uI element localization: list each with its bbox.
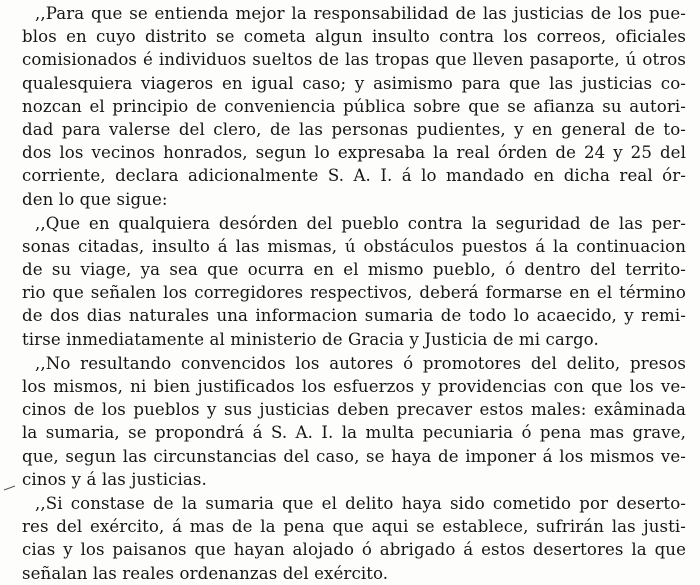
text-line: comisionados é individuos sueltos de las tropas que lleven pasaporte, ú otros <box>22 50 686 70</box>
text-line: dos los vecinos honrados, segun lo expresaba la real órden de 24 y 25 del <box>22 143 686 163</box>
text-line: res del exército, á mas de la pena que aqui se establece, sufrirán las justi- <box>22 517 686 537</box>
text-line: dad para valerse del clero, de las personas pudientes, y en general de to- <box>22 119 686 139</box>
text-line: sonas citadas, insulto á las mismas, ú obstáculos puestos á la continuacion <box>22 236 686 256</box>
text-line: corriente, declara adicionalmente S. A. I. á lo mandado en dicha real ór- <box>22 166 686 186</box>
text-line: ,,Para que se entienda mejor la responsabilidad de las justicias de los pue- <box>35 4 686 23</box>
text-line: blos en cuyo distrito se cometa algun insulto contra los correos, oficiales <box>22 27 686 47</box>
paragraph <box>22 212 686 351</box>
text-line: qualesquiera viageros en igual caso; y asimismo para que las justicias co- <box>22 73 686 93</box>
paragraph <box>22 492 686 585</box>
text-line: que, segun las circunstancias del caso, se haya de imponer á los mismos ve- <box>22 446 686 466</box>
text-line: ,,Si constase de la sumaria que el delito haya sido cometido por deserto- <box>35 493 686 513</box>
text-line: nozcan el principio de conveniencia pública sobre que se afianza su autori- <box>22 96 686 116</box>
paragraph <box>22 352 686 491</box>
text-line: cias y los paisanos que hayan alojado ó abrigado á estos desertores la que <box>22 540 686 560</box>
text-line: señalan las reales ordenanzas del exército. <box>22 563 389 583</box>
paragraph <box>22 2 686 211</box>
text-line: ,,No resultando convencidos los autores ó promotores del delito, presos <box>35 353 686 373</box>
text-line: de dos dias naturales una informacion sumaria de todo lo acaecido, y remi- <box>22 306 686 326</box>
text-line: de su viage, ya sea que ocurra en el mismo pueblo, ó dentro del territo- <box>22 260 686 280</box>
text-line: cinos de los pueblos y sus justicias deben precaver estos males: exâminada <box>22 400 686 420</box>
text-line: ,,Que en qualquiera desórden del pueblo contra la seguridad de las per- <box>35 213 686 233</box>
text-line: rio que señalen los corregidores respectivos, deberá formarse en el término <box>22 283 686 303</box>
text-line: den lo que sigue: <box>22 189 168 209</box>
text-line: la sumaria, se propondrá á S. A. I. la multa pecuniaria ó pena mas grave, <box>22 423 686 443</box>
text-line: tirse inmediatamente al ministerio de Gracia y Justicia de mi cargo. <box>22 329 599 349</box>
margin-pencil-mark <box>3 484 17 492</box>
text-line: los mismos, ni bien justificados los esfuerzos y providencias con que los ve- <box>22 377 686 396</box>
text-line: cinos y á las justicias. <box>22 469 207 489</box>
